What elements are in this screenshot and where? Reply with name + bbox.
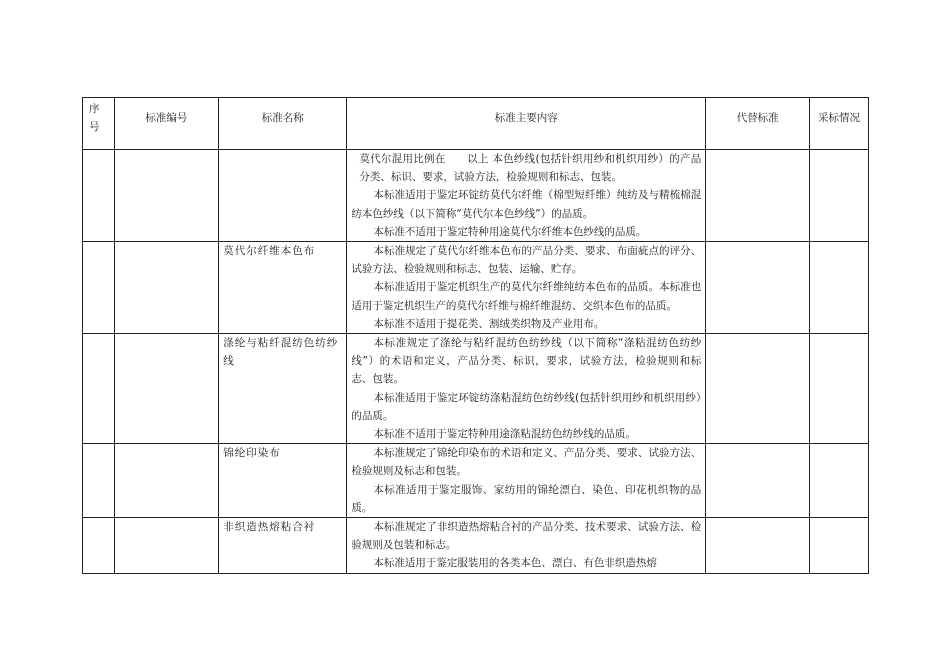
cell-adopt (809, 518, 868, 574)
cell-replace (706, 150, 810, 242)
cell-seq (83, 150, 115, 242)
cell-name (219, 150, 347, 242)
table-header (83, 98, 869, 150)
cell-replace (706, 518, 810, 574)
content-paragraph: 本标准适用于鉴定环锭纺莫代尔纤维（棉型短纤维）纯纺及与精梳棉混纺本色纱线（以下简称“莫代尔本色纱线”）的品质。 (351, 189, 702, 220)
table-row (83, 518, 869, 574)
cell-adopt (809, 334, 868, 444)
cell-name: 涤纶与粘纤混纺色纺纱线 (219, 334, 347, 444)
table-row (83, 444, 869, 518)
content-paragraph: 本标准适用于鉴定服装用的各类本色、漂白、有色非织造热熔 (373, 557, 657, 570)
content-paragraph: 本标准规定了涤纶与粘纤混纺色纺纱线（以下简称“涤粘混纺色纺纱线”）的术语和定义，产品分类、标识，要求，试验方法，检验规则和标志、包装。 (351, 337, 702, 386)
cell-replace (706, 334, 810, 444)
cell-code (114, 334, 219, 444)
cell-replace (706, 242, 810, 334)
cell-content (347, 150, 706, 242)
header-content: 标准主要内容 (347, 98, 706, 150)
cell-content (347, 334, 706, 444)
cell-content (347, 444, 706, 518)
cell-content (347, 242, 706, 334)
content-paragraph: 本标准适用于鉴定机织生产的莫代尔纤维纯纺本色布的品质。本标准也适用于鉴定机织生产的莫代尔纤维与棉纤维混纺、交织本色布的品质。 (351, 281, 702, 312)
content-paragraph: 本标准适用于鉴定环锭纺涤粘混纺色纺纱线(包括针织用纱和机织用纱）的品质。 (351, 391, 702, 422)
cell-adopt (809, 150, 868, 242)
header-adopt: 采标情况 (809, 98, 868, 150)
content-paragraph: 本标准规定了非织造热熔粘合衬的产品分类、技术要求、试验方法、检验规则及包装和标志。 (351, 521, 702, 552)
cell-seq (83, 444, 115, 518)
standards-table (82, 97, 869, 574)
cell-adopt (809, 242, 868, 334)
cell-seq (83, 518, 115, 574)
cell-seq (83, 334, 115, 444)
cell-replace (706, 444, 810, 518)
cell-code (114, 242, 219, 334)
header-name: 标准名称 (219, 98, 347, 150)
content-paragraph: 本标准规定了锦纶印染布的术语和定义、产品分类、要求、试验方法、检验规则及标志和包装。 (351, 447, 702, 478)
content-paragraph: 本标准不适用于提花类、割绒类织物及产业用布。 (373, 317, 605, 330)
cell-name: 锦纶印染布 (219, 444, 347, 518)
header-code: 标准编号 (114, 98, 219, 150)
content-paragraph: 本标准规定了莫代尔纤维本色布的产品分类、要求、布面疵点的评分、试验方法、检验规则和标志、包装、运输、贮存。 (351, 245, 702, 276)
content-paragraph: 本标准适用于鉴定服饰、家纺用的锦纶漂白、染色、印花机织物的品质。 (351, 483, 702, 514)
table-row (83, 150, 869, 242)
content-paragraph: 本标准不适用于鉴定特种用途莫代尔纤维本色纱线的品质。 (373, 225, 647, 238)
cell-adopt (809, 444, 868, 518)
cell-seq (83, 242, 115, 334)
table-row (83, 334, 869, 444)
table-row (83, 242, 869, 334)
cell-code (114, 444, 219, 518)
cell-name: 非织造热熔粘合衬 (219, 518, 347, 574)
content-paragraph: 本标准不适用于鉴定特种用途涤粘混纺色纺纱线的品质。 (373, 428, 636, 441)
content-paragraph: 莫代尔混用比例在 以上 本色纱线(包括针织用纱和机织用纱）的产品分类、标识、要求，试验方法，检验规则和标志、包装。 (359, 153, 702, 184)
header-seq: 序号 (83, 98, 115, 150)
cell-code (114, 150, 219, 242)
cell-name: 莫代尔纤维本色布 (219, 242, 347, 334)
header-replace: 代替标准 (706, 98, 810, 150)
cell-content (347, 518, 706, 574)
cell-code (114, 518, 219, 574)
